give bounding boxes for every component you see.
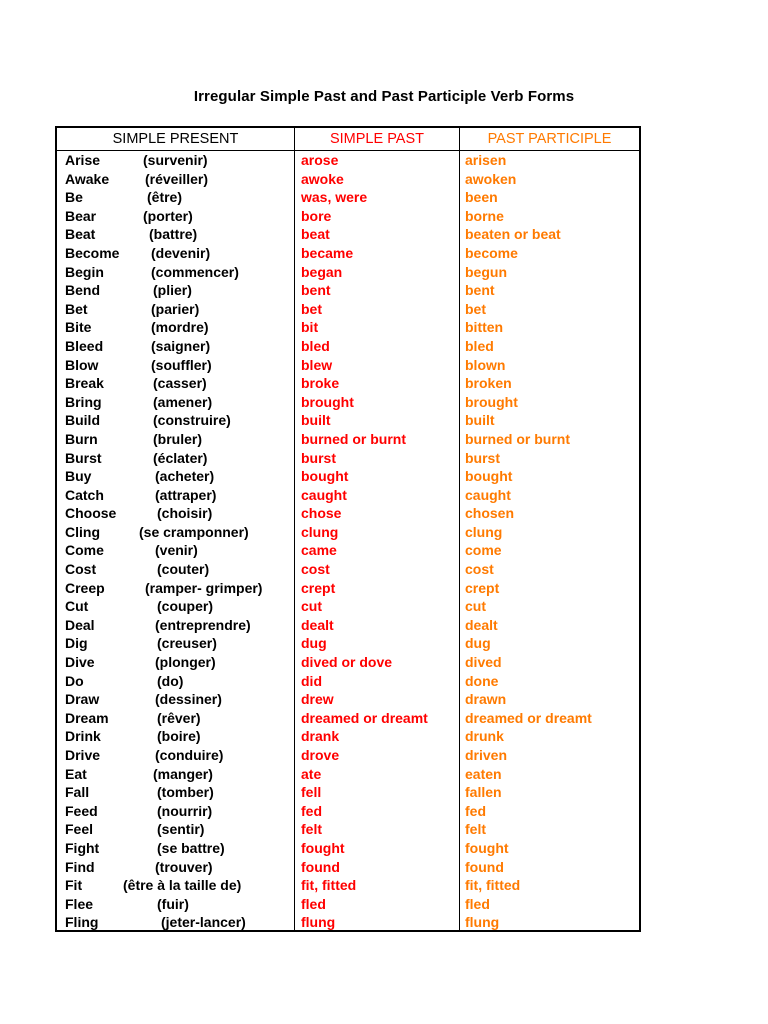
simple-past-cell: fell bbox=[301, 784, 322, 801]
translation-cell: (porter) bbox=[143, 207, 193, 224]
simple-past-cell: bought bbox=[301, 468, 349, 485]
verb-cell: Bring bbox=[65, 393, 102, 410]
table-row bbox=[57, 263, 639, 282]
translation-cell: (mordre) bbox=[151, 319, 209, 336]
verb-cell: Beat bbox=[65, 226, 96, 243]
table-row bbox=[57, 244, 639, 263]
verb-cell: Find bbox=[65, 858, 95, 875]
simple-past-cell: bet bbox=[301, 300, 322, 317]
translation-cell: (saigner) bbox=[151, 337, 211, 354]
simple-past-cell: came bbox=[301, 542, 337, 559]
past-participle-cell: driven bbox=[465, 747, 508, 763]
header-simple-present: SIMPLE PRESENT bbox=[112, 131, 239, 147]
verb-cell: Draw bbox=[65, 691, 100, 708]
simple-past-cell: crept bbox=[301, 579, 336, 596]
translation-cell: (nourrir) bbox=[157, 802, 213, 819]
simple-past-cell: dived or dove bbox=[301, 654, 393, 671]
translation-cell: (éclater) bbox=[153, 449, 208, 466]
table-row bbox=[57, 616, 639, 635]
translation-cell: (venir) bbox=[155, 542, 198, 559]
table-row bbox=[57, 858, 639, 877]
past-participle-cell: cut bbox=[465, 598, 486, 615]
translation-cell: (choisir) bbox=[157, 505, 213, 522]
verb-cell: Become bbox=[65, 244, 120, 261]
translation-cell: (construire) bbox=[153, 412, 231, 429]
header-past-participle: PAST PARTICIPLE bbox=[487, 131, 612, 147]
translation-cell: (sentir) bbox=[157, 821, 205, 838]
table-row bbox=[57, 895, 639, 914]
table-row bbox=[57, 541, 639, 560]
verb-cell: Be bbox=[65, 189, 83, 206]
translation-cell: (couter) bbox=[157, 561, 210, 578]
past-participle-cell: done bbox=[465, 672, 499, 689]
verb-cell: Flee bbox=[65, 895, 94, 912]
translation-cell: (parier) bbox=[151, 300, 200, 317]
past-participle-cell: begun bbox=[465, 263, 507, 280]
verb-cell: Fight bbox=[65, 839, 100, 856]
past-participle-cell: arisen bbox=[465, 152, 507, 168]
table-row bbox=[57, 486, 639, 505]
table-row bbox=[57, 188, 639, 207]
simple-past-cell: built bbox=[301, 412, 331, 429]
simple-past-cell: was, were bbox=[301, 189, 368, 206]
page-title: Irregular Simple Past and Past Participle Verb Forms bbox=[193, 88, 575, 105]
past-participle-cell: fallen bbox=[465, 784, 502, 801]
translation-cell: (rêver) bbox=[157, 709, 201, 726]
table-row bbox=[57, 281, 639, 300]
translation-cell: (devenir) bbox=[151, 244, 211, 261]
simple-past-cell: fit, fitted bbox=[301, 877, 357, 894]
simple-past-cell: found bbox=[301, 858, 340, 875]
translation-cell: (amener) bbox=[153, 393, 213, 410]
verb-cell: Bleed bbox=[65, 337, 104, 354]
verb-cell: Eat bbox=[65, 765, 87, 782]
simple-past-cell: brought bbox=[301, 393, 354, 410]
table-row bbox=[57, 746, 639, 765]
past-participle-cell: bent bbox=[465, 282, 495, 299]
past-participle-cell: cost bbox=[465, 561, 494, 578]
translation-cell: (jeter-lancer) bbox=[161, 914, 246, 931]
simple-past-cell: blew bbox=[301, 356, 333, 373]
verb-cell: Begin bbox=[65, 263, 104, 280]
table-row bbox=[57, 820, 639, 839]
simple-past-cell: began bbox=[301, 263, 343, 280]
simple-past-cell: bore bbox=[301, 207, 332, 224]
table-row bbox=[57, 783, 639, 802]
verb-cell: Build bbox=[65, 412, 100, 429]
translation-cell: (entreprendre) bbox=[155, 616, 251, 633]
simple-past-cell: beat bbox=[301, 226, 330, 243]
verb-cell: Awake bbox=[65, 170, 110, 187]
table-row bbox=[57, 709, 639, 728]
translation-cell: (creuser) bbox=[157, 635, 217, 652]
table-row bbox=[57, 337, 639, 356]
translation-cell: (être) bbox=[147, 189, 183, 206]
translation-cell: (fuir) bbox=[157, 895, 189, 912]
past-participle-cell: dived bbox=[465, 654, 502, 671]
table-row bbox=[57, 356, 639, 375]
simple-past-cell: dug bbox=[301, 635, 327, 652]
translation-cell: (attraper) bbox=[155, 486, 217, 503]
verb-cell: Do bbox=[65, 672, 84, 689]
translation-cell: (plonger) bbox=[155, 654, 216, 671]
translation-cell: (manger) bbox=[153, 765, 213, 782]
translation-cell: (plier) bbox=[153, 282, 192, 299]
verb-cell: Catch bbox=[65, 486, 104, 503]
translation-cell: (ramper- grimper) bbox=[145, 579, 263, 596]
past-participle-cell: blown bbox=[465, 356, 506, 373]
table-row bbox=[57, 839, 639, 858]
simple-past-cell: bit bbox=[301, 319, 319, 336]
verb-cell: Cost bbox=[65, 561, 97, 578]
past-participle-cell: flung bbox=[465, 914, 500, 931]
past-participle-cell: fed bbox=[465, 802, 486, 819]
verb-cell: Burst bbox=[65, 449, 102, 466]
past-participle-cell: beaten or beat bbox=[465, 226, 561, 243]
table-row bbox=[57, 225, 639, 244]
verb-cell: Cling bbox=[65, 523, 100, 540]
simple-past-cell: cut bbox=[301, 598, 322, 615]
simple-past-cell: fled bbox=[301, 895, 326, 912]
simple-past-cell: burned or burnt bbox=[301, 430, 406, 447]
table-row bbox=[57, 374, 639, 393]
verb-cell: Feel bbox=[65, 821, 94, 838]
verb-cell: Feed bbox=[65, 802, 98, 819]
simple-past-cell: became bbox=[301, 244, 354, 261]
past-participle-cell: dealt bbox=[465, 616, 498, 633]
past-participle-cell: borne bbox=[465, 207, 504, 224]
translation-cell: (survenir) bbox=[143, 152, 208, 168]
verb-cell: Bet bbox=[65, 300, 88, 317]
translation-cell: (dessiner) bbox=[155, 691, 222, 708]
past-participle-cell: fought bbox=[465, 839, 509, 856]
past-participle-cell: crept bbox=[465, 579, 500, 596]
past-participle-cell: chosen bbox=[465, 505, 515, 522]
verb-cell: Fit bbox=[65, 877, 83, 894]
simple-past-cell: dreamed or dreamt bbox=[301, 709, 428, 726]
table-row bbox=[57, 170, 639, 189]
past-participle-cell: dug bbox=[465, 635, 491, 652]
simple-past-cell: burst bbox=[301, 449, 336, 466]
simple-past-cell: drove bbox=[301, 747, 340, 763]
verb-cell: Drink bbox=[65, 728, 101, 745]
translation-cell: (couper) bbox=[157, 598, 213, 615]
past-participle-cell: dreamed or dreamt bbox=[465, 709, 592, 726]
simple-past-cell: drew bbox=[301, 691, 334, 708]
verb-cell: Choose bbox=[65, 505, 117, 522]
table-row bbox=[57, 802, 639, 821]
past-participle-cell: drawn bbox=[465, 691, 507, 708]
table-row bbox=[57, 411, 639, 430]
verb-cell: Cut bbox=[65, 598, 89, 615]
simple-past-cell: drank bbox=[301, 728, 340, 745]
past-participle-cell: clung bbox=[465, 523, 503, 540]
verb-cell: Deal bbox=[65, 616, 95, 633]
translation-cell: (do) bbox=[157, 672, 184, 689]
simple-past-cell: did bbox=[301, 672, 322, 689]
past-participle-cell: built bbox=[465, 412, 495, 429]
past-participle-cell: been bbox=[465, 189, 498, 206]
translation-cell: (commencer) bbox=[151, 263, 239, 280]
past-participle-cell: fit, fitted bbox=[465, 877, 521, 894]
simple-past-cell: bent bbox=[301, 282, 331, 299]
table-row bbox=[57, 318, 639, 337]
verb-cell: Buy bbox=[65, 468, 92, 485]
past-participle-cell: caught bbox=[465, 486, 511, 503]
past-participle-cell: drunk bbox=[465, 728, 504, 745]
translation-cell: (être à la taille de) bbox=[123, 877, 242, 894]
past-participle-cell: burst bbox=[465, 449, 500, 466]
translation-cell: (trouver) bbox=[155, 858, 213, 875]
translation-cell: (tomber) bbox=[157, 784, 214, 801]
simple-past-cell: ate bbox=[301, 765, 322, 782]
verb-cell: Blow bbox=[65, 356, 99, 373]
past-participle-cell: bought bbox=[465, 468, 513, 485]
table-row bbox=[57, 653, 639, 672]
simple-past-cell: bled bbox=[301, 337, 330, 354]
past-participle-cell: bet bbox=[465, 300, 486, 317]
translation-cell: (se battre) bbox=[157, 839, 225, 856]
past-participle-cell: bitten bbox=[465, 319, 504, 336]
table-row bbox=[57, 560, 639, 579]
past-participle-cell: found bbox=[465, 858, 504, 875]
translation-cell: (conduire) bbox=[155, 747, 224, 763]
verb-cell: Drive bbox=[65, 747, 101, 763]
table-row bbox=[57, 727, 639, 746]
translation-cell: (battre) bbox=[149, 226, 198, 243]
simple-past-cell: broke bbox=[301, 375, 340, 392]
table-row bbox=[57, 449, 639, 468]
table-row bbox=[57, 467, 639, 486]
translation-cell: (casser) bbox=[153, 375, 207, 392]
table-row bbox=[57, 430, 639, 449]
past-participle-cell: become bbox=[465, 244, 518, 261]
simple-past-cell: clung bbox=[301, 523, 339, 540]
simple-past-cell: chose bbox=[301, 505, 342, 522]
translation-cell: (souffler) bbox=[151, 356, 212, 373]
past-participle-cell: bled bbox=[465, 337, 494, 354]
past-participle-cell: broken bbox=[465, 375, 512, 392]
table-row bbox=[57, 579, 639, 598]
past-participle-cell: burned or burnt bbox=[465, 430, 570, 447]
verb-cell: Creep bbox=[65, 579, 105, 596]
table-row bbox=[57, 765, 639, 784]
translation-cell: (réveiller) bbox=[145, 170, 209, 187]
verb-cell: Fall bbox=[65, 784, 90, 801]
table-row bbox=[57, 634, 639, 653]
verb-cell: Bend bbox=[65, 282, 100, 299]
translation-cell: (se cramponner) bbox=[139, 523, 249, 540]
table-row bbox=[57, 151, 639, 170]
past-participle-cell: felt bbox=[465, 821, 486, 838]
verb-cell: Arise bbox=[65, 152, 101, 168]
past-participle-cell: come bbox=[465, 542, 502, 559]
verb-cell: Dive bbox=[65, 654, 95, 671]
table-row bbox=[57, 690, 639, 709]
table-body bbox=[57, 151, 639, 932]
simple-past-cell: caught bbox=[301, 486, 347, 503]
verb-cell: Come bbox=[65, 542, 104, 559]
past-participle-cell: awoken bbox=[465, 170, 517, 187]
translation-cell: (boire) bbox=[157, 728, 201, 745]
verb-cell: Break bbox=[65, 375, 104, 392]
simple-past-cell: dealt bbox=[301, 616, 334, 633]
verb-cell: Dig bbox=[65, 635, 88, 652]
verb-cell: Bite bbox=[65, 319, 92, 336]
verb-cell: Dream bbox=[65, 709, 109, 726]
simple-past-cell: cost bbox=[301, 561, 330, 578]
past-participle-cell: fled bbox=[465, 895, 490, 912]
table-row bbox=[57, 597, 639, 616]
past-participle-cell: brought bbox=[465, 393, 518, 410]
verb-table bbox=[55, 126, 641, 932]
table-row bbox=[57, 672, 639, 691]
verb-cell: Fling bbox=[65, 914, 99, 931]
table-row bbox=[57, 523, 639, 542]
simple-past-cell: awoke bbox=[301, 170, 344, 187]
translation-cell: (bruler) bbox=[153, 430, 202, 447]
table-row bbox=[57, 913, 639, 932]
simple-past-cell: fought bbox=[301, 839, 345, 856]
simple-past-cell: fed bbox=[301, 802, 322, 819]
verb-cell: Burn bbox=[65, 430, 98, 447]
table-row bbox=[57, 876, 639, 895]
verb-cell: Bear bbox=[65, 207, 97, 224]
simple-past-cell: arose bbox=[301, 152, 339, 168]
table-row bbox=[57, 504, 639, 523]
table-row bbox=[57, 300, 639, 319]
translation-cell: (acheter) bbox=[155, 468, 215, 485]
table-row bbox=[57, 207, 639, 226]
simple-past-cell: felt bbox=[301, 821, 322, 838]
table-row bbox=[57, 393, 639, 412]
header-simple-past: SIMPLE PAST bbox=[329, 131, 424, 147]
past-participle-cell: eaten bbox=[465, 765, 502, 782]
simple-past-cell: flung bbox=[301, 914, 336, 931]
